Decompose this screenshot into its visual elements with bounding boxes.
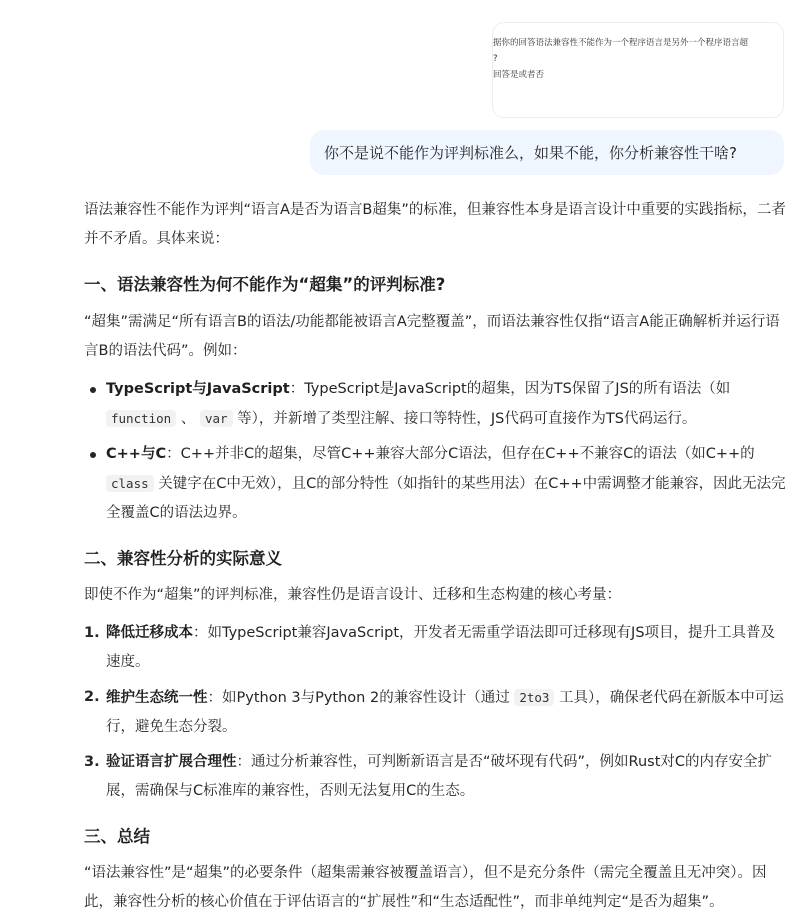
numbered-item-extension-validity: [84, 748, 788, 806]
section1-bullet-list: [84, 375, 788, 528]
bullet-typescript-javascript: [84, 375, 788, 434]
answer-intro: 语法兼容性不能作为评判“语言A是否为语言B超集”的标准，但兼容性本身是语言设计中重要的实践指标，二者并不矛盾。具体来说：: [84, 202, 786, 247]
bullet-label: C++与C: [106, 446, 167, 462]
previous-user-message: [492, 22, 784, 118]
section3-paragraph: “语法兼容性”是“超集”的必要条件（超集需兼容被覆盖语言），但不是充分条件（需完全覆盖且无冲突）。因此，兼容性分析的核心价值在于评估语言的“扩展性”和“生态适配性”，而非单纯判定“是否为超集”。: [84, 865, 767, 910]
item-label: 验证语言扩展合理性: [106, 754, 237, 770]
bullet-dot-icon: [90, 387, 96, 393]
bullet-cpp-c: [84, 440, 788, 528]
item-text: ：通过分析兼容性，可判断新语言是否“破坏现有代码”，例如Rust对C的内存安全扩展，需确保与C标准库的兼容性，否则无法复用C的生态。: [106, 754, 772, 799]
item-text: ：如TypeScript兼容JavaScript，开发者无需重学语法即可迁移现有JS项目，提升工具普及速度。: [106, 625, 776, 670]
section2-heading: 二、兼容性分析的实际意义: [84, 549, 282, 568]
section1-paragraph: “超集”需满足“所有语言B的语法/功能都能被语言A完整覆盖”，而语法兼容性仅指“语言A能正确解析并运行语言B的语法代码”。例如：: [84, 314, 780, 359]
inline-code: function: [106, 410, 176, 427]
section3-heading: 三、总结: [84, 827, 150, 846]
user-message-text: 你不是说不能作为评判标准么，如果不能，你分析兼容性干啥?: [324, 144, 737, 162]
previous-message-line: ?: [493, 54, 498, 64]
section1-heading: 一、语法兼容性为何不能作为“超集”的评判标准?: [84, 275, 446, 294]
inline-code: var: [200, 410, 233, 427]
section2-numbered-list: [84, 619, 788, 806]
item-text: ：如Python 3与Python 2的兼容性设计（通过: [207, 690, 515, 706]
numbered-item-migration-cost: [84, 619, 788, 677]
bullet-text: 、: [176, 411, 200, 427]
bullet-label: TypeScript与JavaScript: [106, 381, 290, 397]
section2-paragraph: 即使不作为“超集”的评判标准，兼容性仍是语言设计、迁移和生态构建的核心考量：: [84, 587, 622, 603]
item-number: 3.: [84, 754, 100, 770]
item-number: 1.: [84, 625, 100, 641]
user-message-bubble: [310, 130, 784, 175]
inline-code: 2to3: [514, 689, 554, 706]
item-text: 工具），确保老代码在新版本中可运行，避免生态分裂。: [106, 690, 784, 735]
item-label: 降低迁移成本: [106, 625, 193, 641]
bullet-dot-icon: [90, 452, 96, 458]
bullet-text: 等），并新增了类型注解、接口等特性，JS代码可直接作为TS代码运行。: [232, 411, 697, 427]
bullet-text: 关键字在C中无效），且C的部分特性（如指针的某些用法）在C++中需调整才能兼容，因此无法完全覆盖C的语法边界。: [106, 476, 786, 521]
assistant-answer: [84, 196, 788, 917]
previous-message-line: 回答是或者否: [493, 70, 545, 80]
inline-code: class: [106, 475, 154, 492]
item-number: 2.: [84, 689, 100, 705]
numbered-item-ecosystem-unity: [84, 683, 788, 742]
bullet-text: ：C++并非C的超集，尽管C++兼容大部分C语法，但存在C++不兼容C的语法（如C++的: [166, 446, 755, 462]
item-label: 维护生态统一性: [106, 690, 208, 706]
previous-message-line: 据你的回答语法兼容性不能作为一个程序语言是另外一个程序语言超: [493, 38, 749, 48]
bullet-text: ：TypeScript是JavaScript的超集，因为TS保留了JS的所有语法（如: [289, 381, 731, 397]
